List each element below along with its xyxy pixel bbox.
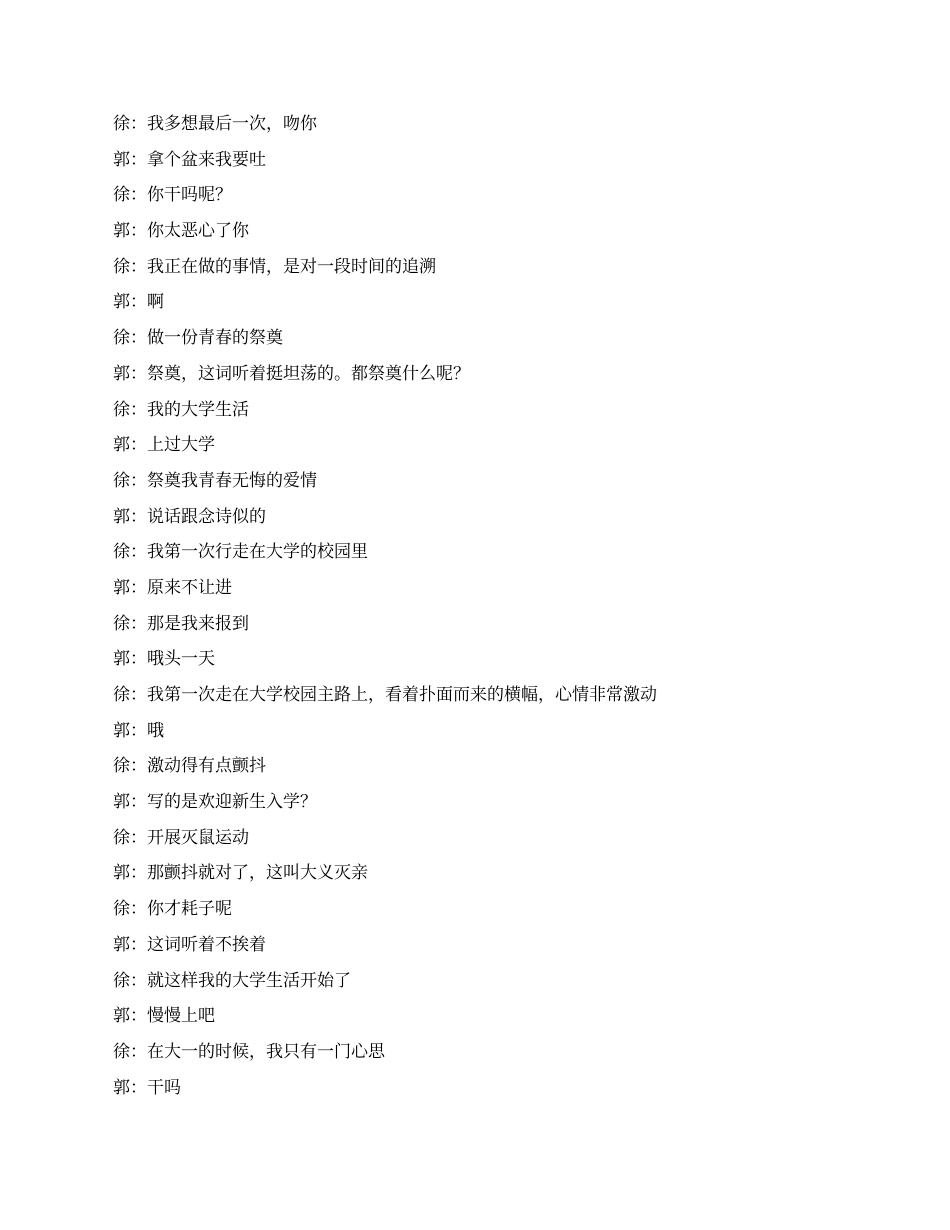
dialogue-line [113,856,893,892]
speaker-name: 徐 [113,756,130,777]
speaker-separator: ： [130,149,147,170]
dialogue-text: 你干吗呢？ [147,185,232,206]
speaker-name: 徐 [113,1041,130,1062]
dialogue-text: 哦 [147,720,164,741]
speaker-name: 郭 [113,863,130,884]
speaker-separator: ： [130,934,147,955]
speaker-name: 郭 [113,221,130,242]
speaker-name: 徐 [113,328,130,349]
dialogue-text: 啊 [147,292,164,313]
speaker-separator: ： [130,256,147,277]
speaker-name: 郭 [113,292,130,313]
speaker-name: 徐 [113,399,130,420]
dialogue-text: 那是我来报到 [147,613,249,634]
dialogue-text: 慢慢上吧 [147,1006,215,1027]
dialogue-line [113,607,893,643]
dialogue-line [113,821,893,857]
dialogue-line [113,1071,893,1107]
speaker-separator: ： [130,720,147,741]
dialogue-text: 祭奠，这词听着挺坦荡的。都祭奠什么呢？ [147,363,470,384]
speaker-separator: ： [130,363,147,384]
dialogue-text: 我第一次走在大学校园主路上，看着扑面而来的横幅，心情非常激动 [147,685,657,705]
dialogue-text: 我正在做的事情，是对一段时间的追溯 [147,256,436,277]
dialogue-text: 你太恶心了你 [147,221,249,242]
speaker-separator: ： [130,613,147,634]
dialogue-text: 我多想最后一次，吻你 [147,114,317,134]
speaker-separator: ： [130,863,147,884]
dialogue-text: 我的大学生活 [147,399,249,420]
speaker-name: 徐 [113,827,130,848]
speaker-separator: ： [130,756,147,777]
dialogue-text: 干吗 [147,1077,181,1098]
speaker-separator: ： [130,1041,147,1062]
dialogue-line [113,535,893,571]
dialogue-text: 上过大学 [147,435,215,456]
speaker-name: 徐 [113,114,130,134]
speaker-name: 郭 [113,506,130,527]
speaker-name: 郭 [113,435,130,456]
speaker-separator: ： [130,185,147,206]
speaker-name: 郭 [113,1077,130,1098]
dialogue-line [113,250,893,286]
speaker-name: 郭 [113,1006,130,1027]
speaker-name: 郭 [113,720,130,741]
speaker-separator: ： [130,328,147,349]
dialogue-line [113,714,893,750]
dialogue-line [113,143,893,179]
dialogue-line [113,928,893,964]
speaker-separator: ： [130,649,147,670]
dialogue-text: 在大一的时候，我只有一门心思 [147,1041,385,1062]
speaker-separator: ： [130,970,147,991]
dialogue-text: 激动得有点颤抖 [147,756,266,777]
speaker-separator: ： [130,435,147,456]
dialogue-text: 那颤抖就对了，这叫大义灭亲 [147,863,368,884]
dialogue-line [113,678,893,714]
dialogue-line [113,107,893,143]
speaker-name: 郭 [113,149,130,170]
dialogue-text: 这词听着不挨着 [147,934,266,955]
dialogue-line [113,642,893,678]
speaker-name: 徐 [113,685,130,705]
speaker-separator: ： [130,292,147,313]
dialogue-text: 就这样我的大学生活开始了 [147,970,351,991]
dialogue-list [113,107,893,1106]
dialogue-line [113,964,893,1000]
speaker-name: 徐 [113,470,130,491]
speaker-separator: ： [130,399,147,420]
speaker-separator: ： [130,542,147,563]
dialogue-line [113,357,893,393]
speaker-separator: ： [130,1077,147,1098]
speaker-separator: ： [130,899,147,920]
speaker-separator: ： [130,577,147,598]
dialogue-text: 你才耗子呢 [147,899,232,920]
dialogue-line [113,321,893,357]
dialogue-text: 做一份青春的祭奠 [147,328,283,349]
speaker-name: 徐 [113,185,130,206]
speaker-name: 徐 [113,899,130,920]
dialogue-line [113,999,893,1035]
dialogue-line [113,214,893,250]
speaker-name: 郭 [113,792,130,813]
dialogue-text: 原来不让进 [147,577,232,598]
speaker-separator: ： [130,470,147,491]
dialogue-line [113,785,893,821]
speaker-separator: ： [130,827,147,848]
dialogue-text: 拿个盆来我要吐 [147,149,266,170]
speaker-separator: ： [130,221,147,242]
speaker-name: 郭 [113,649,130,670]
dialogue-text: 开展灭鼠运动 [147,827,249,848]
speaker-name: 郭 [113,577,130,598]
dialogue-line [113,500,893,536]
speaker-name: 徐 [113,970,130,991]
speaker-name: 郭 [113,934,130,955]
dialogue-line [113,464,893,500]
dialogue-text: 祭奠我青春无悔的爱情 [147,470,317,491]
speaker-separator: ： [130,685,147,705]
dialogue-text: 说话跟念诗似的 [147,506,266,527]
dialogue-line [113,285,893,321]
dialogue-text: 哦头一天 [147,649,215,670]
speaker-name: 徐 [113,613,130,634]
speaker-name: 徐 [113,542,130,563]
dialogue-line [113,393,893,429]
dialogue-line [113,428,893,464]
dialogue-line [113,892,893,928]
speaker-name: 郭 [113,363,130,384]
dialogue-line [113,571,893,607]
dialogue-line [113,178,893,214]
dialogue-text: 写的是欢迎新生入学？ [147,792,317,813]
speaker-separator: ： [130,1006,147,1027]
speaker-name: 徐 [113,256,130,277]
dialogue-line [113,749,893,785]
dialogue-line [113,1035,893,1071]
dialogue-text: 我第一次行走在大学的校园里 [147,542,368,563]
speaker-separator: ： [130,114,147,134]
speaker-separator: ： [130,506,147,527]
speaker-separator: ： [130,792,147,813]
